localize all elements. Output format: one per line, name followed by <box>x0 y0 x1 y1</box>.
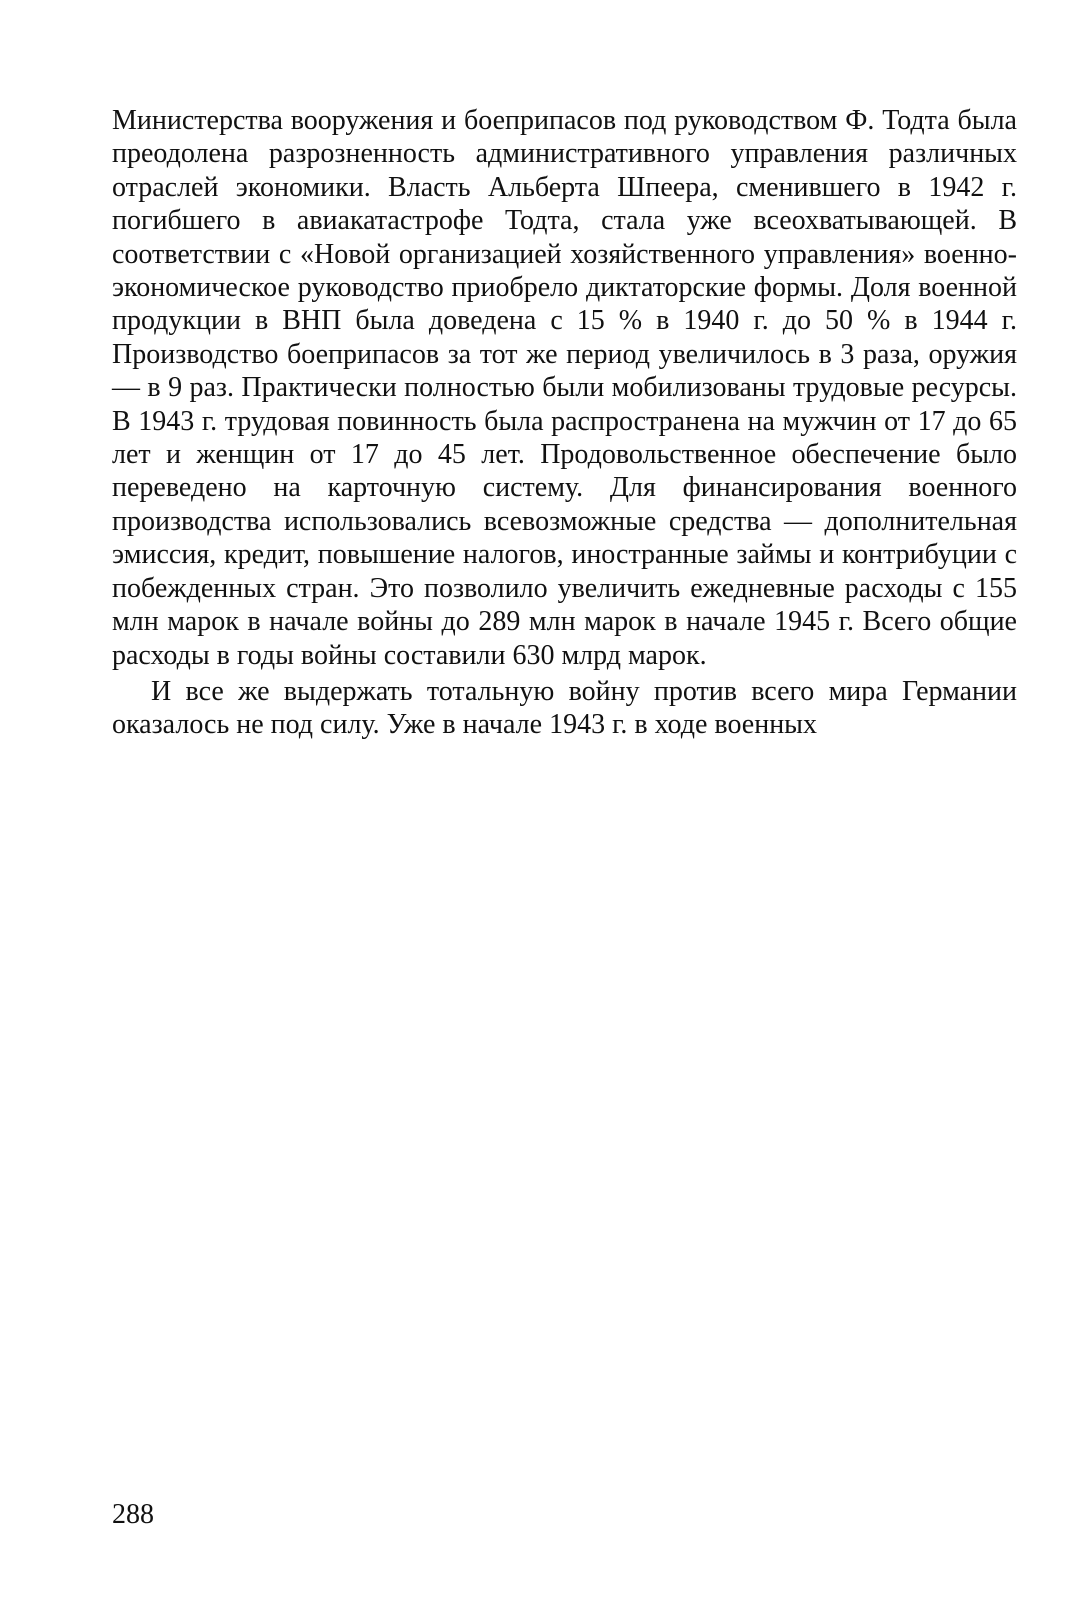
body-text <box>112 104 1017 742</box>
page-number: 288 <box>112 1499 154 1530</box>
paragraph: Министерства вооружения и боеприпасов под руководством Ф. Тодта была преодолена разрозненность административного управления различных отраслей экономики. Власть Альберта Шпеера, сменившего в 1942 г. погибшего в авиакатастрофе Тодта, стала уже всеохватывающей. В соответствии с «Новой организацией хозяйственного управления» военно-экономическое руководство приобрело диктаторские формы. Доля военной продукции в ВНП была доведена с 15 % в 1940 г. до 50 % в 1944 г. Производство боеприпасов за тот же период увеличилось в 3 раза, оружия — в 9 раз. Практически полностью были мобилизованы трудовые ресурсы. В 1943 г. трудовая повинность была распространена на мужчин от 17 до 65 лет и женщин от 17 до 45 лет. Продовольственное обеспечение было переведено на карточную систему. Для финансирования военного производства использовались всевозможные средства — дополнительная эмиссия, кредит, повышение налогов, иностранные займы и контрибуции с побежденных стран. Это позволило увеличить ежедневные расходы с 155 млн марок в начале войны до 289 млн марок в начале 1945 г. Всего общие расходы в годы войны составили 630 млрд марок. <box>112 105 1017 671</box>
paragraph: И все же выдержать тотальную войну против всего мира Германии оказалось не под силу. Уже в начале 1943 г. в ходе военных <box>112 675 1017 741</box>
